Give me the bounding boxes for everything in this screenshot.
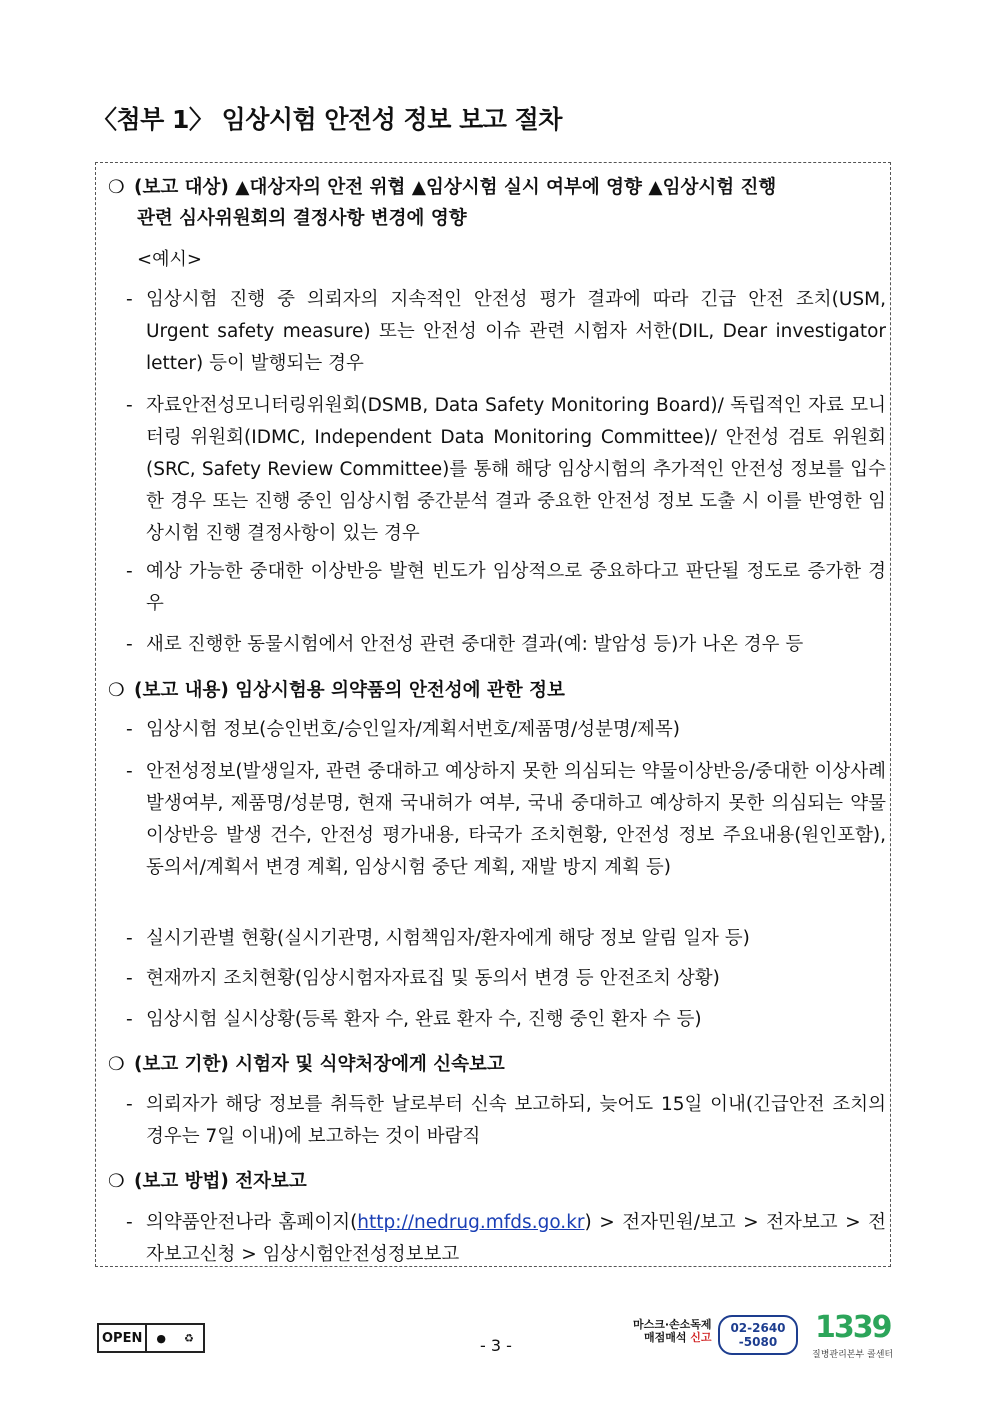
- dash-bullet: -: [126, 395, 133, 416]
- list-item: [126, 1089, 886, 1153]
- list-item: [126, 923, 886, 955]
- link-prefix: 의약품안전나라 홈페이지(: [146, 1212, 358, 1233]
- callcenter-logo-sub: 질병관리본부 콜센터: [812, 1350, 894, 1360]
- section-heading: [108, 1166, 307, 1198]
- phone-badge: [718, 1315, 798, 1355]
- section-heading-text: (보고 대상) ▲대상자의 안전 위협 ▲임상시험 실시 여부에 영향 ▲임상시험 진행: [134, 177, 777, 198]
- recycle-icon: ♻: [184, 1331, 194, 1345]
- callcenter-logo: 1339: [815, 1310, 891, 1345]
- person-icon: ●: [156, 1331, 166, 1345]
- list-item-text: 안전성정보(발생일자, 관련 중대하고 예상하지 못한 의심되는 약물이상반응/중대한 이상사례 발생여부, 제품명/성분명, 현재 국내허가 여부, 국내 중대하고 예상하지 못한 의심되는 약물이상반응 발생 건수, 안전성 평가내용, 타국가 조치현황, 안전성 정보 주요내용(원인포함), 동의서/계획서 변경 계획, 임상시험 중단 계획, 재발 방지 계획 등): [146, 761, 886, 878]
- section-heading: [108, 1049, 505, 1081]
- list-item-text: 예상 가능한 중대한 이상반응 발현 빈도가 임상적으로 중요하다고 판단될 정도로 증가한 경우: [146, 561, 886, 614]
- nedrug-link[interactable]: http://nedrug.mfds.go.kr: [357, 1212, 585, 1233]
- list-item: [126, 1207, 886, 1271]
- example-label: <예시>: [137, 249, 202, 270]
- dash-bullet: -: [126, 968, 133, 989]
- list-item-text: 새로 진행한 동물시험에서 안전성 관련 중대한 결과(예: 발암성 등)가 나온 경우 등: [146, 634, 804, 655]
- dash-bullet: -: [126, 1094, 133, 1115]
- section-heading-text: (보고 내용) 임상시험용 의약품의 안전성에 관한 정보: [134, 680, 565, 701]
- list-item-text: 임상시험 실시상황(등록 환자 수, 완료 환자 수, 진행 중인 환자 수 등): [146, 1009, 702, 1030]
- dash-bullet: -: [126, 928, 133, 949]
- list-item: [126, 1004, 886, 1036]
- phone-line1: 02-2640: [730, 1321, 786, 1335]
- link-suffix: ) > 전자민원/보고 > 전자보고 > 전자보고신청 > 임상시험안전성정보보고: [146, 1212, 886, 1265]
- dash-bullet: -: [126, 634, 133, 655]
- section-heading-text: (보고 기한) 시험자 및 식약처장에게 신속보고: [134, 1054, 505, 1075]
- page-title: 〈첨부 1〉 임상시험 안전성 정보 보고 절차: [92, 105, 562, 134]
- list-item-text: 자료안전성모니터링위원회(DSMB, Data Safety Monitoring Board)/ 독립적인 자료 모니터링 위원회(IDMC, Independent Data Monitoring Committee)/ 안전성 검토 위원회(SRC, Safety Review Committee)를 통해 해당 임상시험의 추가적인 안전성 정보를 입수한 경우 또는 진행 중인 임상시험 중간분석 결과 중요한 안전성 정보 도출 시 이를 반영한 임상시험 진행 결정사항이 있는 경우: [146, 395, 886, 544]
- list-item: [126, 714, 886, 746]
- list-item: [126, 756, 886, 884]
- mask-ad-line2: 매점매석: [643, 1331, 691, 1344]
- circle-bullet-icon: ❍: [108, 1054, 125, 1075]
- list-item-text: 임상시험 진행 중 의뢰자의 지속적인 안전성 평가 결과에 따라 긴급 안전 조치(USM, Urgent safety measure) 또는 안전성 이슈 관련 시험자 서한(DIL, Dear investigator letter) 등이 발행되는 경우: [146, 289, 886, 374]
- dash-bullet: -: [126, 719, 133, 740]
- section-heading-text: (보고 방법) 전자보고: [134, 1171, 307, 1192]
- list-item-text: 실시기관별 현황(실시기관명, 시험책임자/환자에게 해당 정보 알림 일자 등): [146, 928, 750, 949]
- dash-bullet: -: [126, 561, 133, 582]
- list-item-text: 현재까지 조치현황(임상시험자자료집 및 동의서 변경 등 안전조치 상황): [146, 968, 720, 989]
- dash-bullet: -: [126, 289, 133, 310]
- section-heading: [108, 675, 565, 707]
- list-item: [126, 284, 886, 380]
- mask-report-ad: [633, 1318, 712, 1344]
- dash-bullet: -: [126, 1212, 133, 1233]
- section-heading-cont: 관련 심사위원회의 결정사항 변경에 영향: [137, 208, 467, 229]
- mask-ad-red-text: 신고: [690, 1331, 712, 1344]
- phone-line2: -5080: [738, 1335, 778, 1349]
- circle-bullet-icon: ❍: [108, 680, 125, 701]
- circle-bullet-icon: ❍: [108, 177, 125, 198]
- list-item: [126, 629, 886, 661]
- dash-bullet: -: [126, 1009, 133, 1030]
- list-item-text: 임상시험 정보(승인번호/승인일자/계획서번호/제품명/성분명/제목): [146, 719, 680, 740]
- list-item-text: 의뢰자가 해당 정보를 취득한 날로부터 신속 보고하되, 늦어도 15일 이내(긴급안전 조치의 경우는 7일 이내)에 보고하는 것이 바람직: [146, 1094, 886, 1147]
- list-item: [126, 963, 886, 995]
- page-number: - 3 -: [480, 1336, 512, 1355]
- open-label: OPEN: [99, 1325, 147, 1351]
- list-item: [126, 556, 886, 620]
- section-heading: [108, 172, 776, 204]
- list-item-text: [146, 1207, 886, 1271]
- dash-bullet: -: [126, 761, 133, 782]
- list-item: [126, 390, 886, 550]
- circle-bullet-icon: ❍: [108, 1171, 125, 1192]
- mask-ad-line1: 마스크·손소독제: [633, 1318, 712, 1331]
